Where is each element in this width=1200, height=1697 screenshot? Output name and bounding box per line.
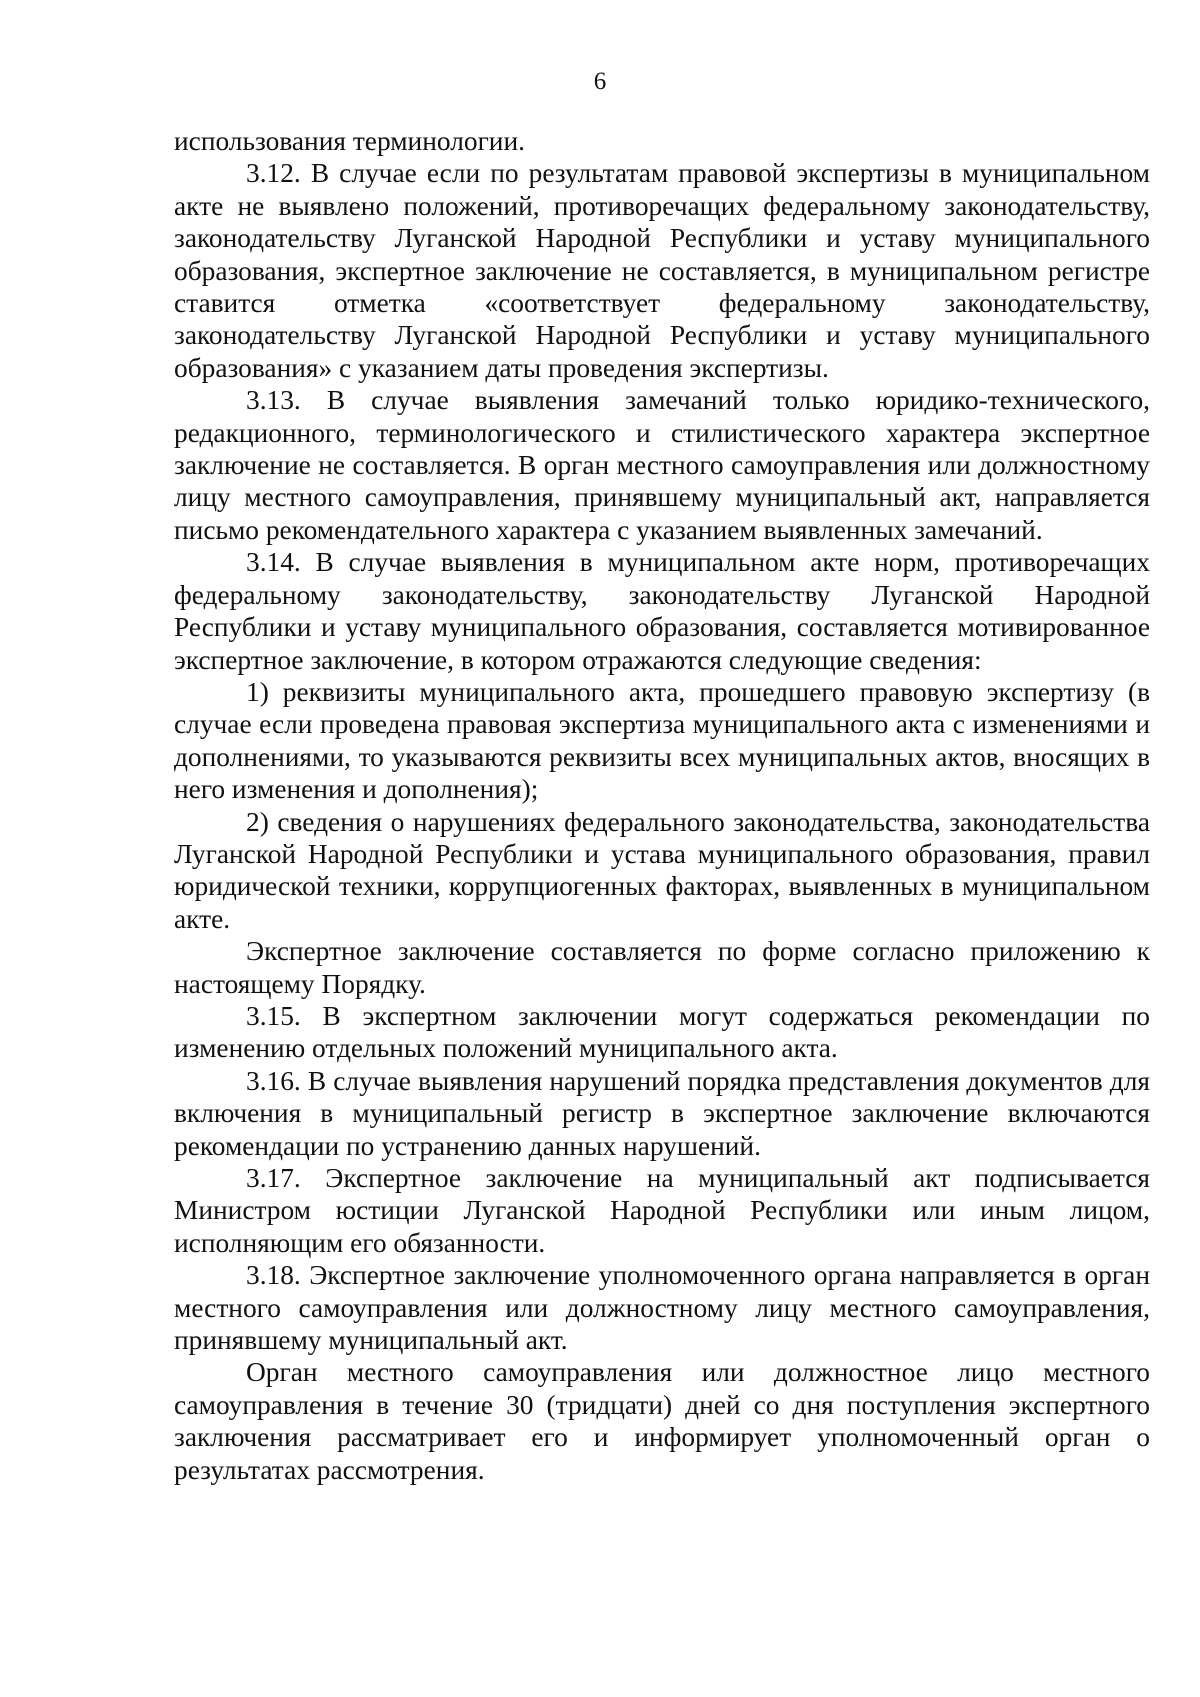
paragraph-3-13: 3.13. В случае выявления замечаний только юридико-технического, редакционного, терминологического и стилистического характера экспертное заключение не составляется. В орган местного самоуправления или должностному лицу местного самоуправления, принявшему муниципальный акт, направляется письмо рекомендательного характера с указанием выявленных замечаний.: [174, 385, 1150, 545]
document-body: [174, 125, 1150, 1486]
paragraph-continuation: использования терминологии.: [174, 126, 525, 156]
paragraph-3-16: 3.16. В случае выявления нарушений порядка представления документов для включения в муниципальный регистр в экспертное заключение включаются рекомендации по устранению данных нарушений.: [174, 1065, 1150, 1161]
list-item-2: 2) сведения о нарушениях федерального законодательства, законодательства Луганской Народной Республики и устава муниципального образования, правил юридической техники, коррупциогенных факторах, выявленных в муниципальном акте.: [174, 806, 1150, 934]
paragraph-3-12: 3.12. В случае если по результатам правовой экспертизы в муниципальном акте не выявлено положений, противоречащих федеральному законодательству, законодательству Луганской Народной Республики и уставу муниципального образования, экспертное заключение не составляется, в муниципальном регистре ставится отметка «соответствует федеральному законодательству, законодательству Луганской Народной Республики и уставу муниципального образования» с указанием даты проведения экспертизы.: [174, 158, 1150, 383]
list-item-1: 1) реквизиты муниципального акта, прошедшего правовую экспертизу (в случае если проведена правовая экспертиза муниципального акта с изменениями и дополнениями, то указываются реквизиты всех муниципальных актов, вносящих в него изменения и дополнения);: [174, 676, 1150, 805]
paragraph-3-17: 3.17. Экспертное заключение на муниципальный акт подписывается Министром юстиции Луганской Народной Республики или иным лицом, исполняющим его обязанности.: [174, 1163, 1150, 1258]
paragraph-3-15: 3.15. В экспертном заключении могут содержаться рекомендации по изменению отдельных положений муниципального акта.: [174, 1000, 1150, 1064]
paragraph-3-14: 3.14. В случае выявления в муниципальном акте норм, противоречащих федеральному законодательству, законодательству Луганской Народной Республики и уставу муниципального образования, составляется мотивированное экспертное заключение, в котором отражаются следующие сведения:: [174, 547, 1150, 675]
paragraph-review: Орган местного самоуправления или должностное лицо местного самоуправления в течение 30 (тридцати) дней со дня поступления экспертного заключения рассматривает его и информирует уполномоченный орган о результатах рассмотрения.: [174, 1357, 1150, 1485]
page-number: 6: [593, 68, 607, 95]
paragraph-3-18: 3.18. Экспертное заключение уполномоченного органа направляется в орган местного самоуправления или должностному лицу местного самоуправления, принявшему муниципальный акт.: [174, 1260, 1150, 1356]
paragraph-form-note: Экспертное заключение составляется по форме согласно приложению к настоящему Порядку.: [174, 936, 1150, 999]
